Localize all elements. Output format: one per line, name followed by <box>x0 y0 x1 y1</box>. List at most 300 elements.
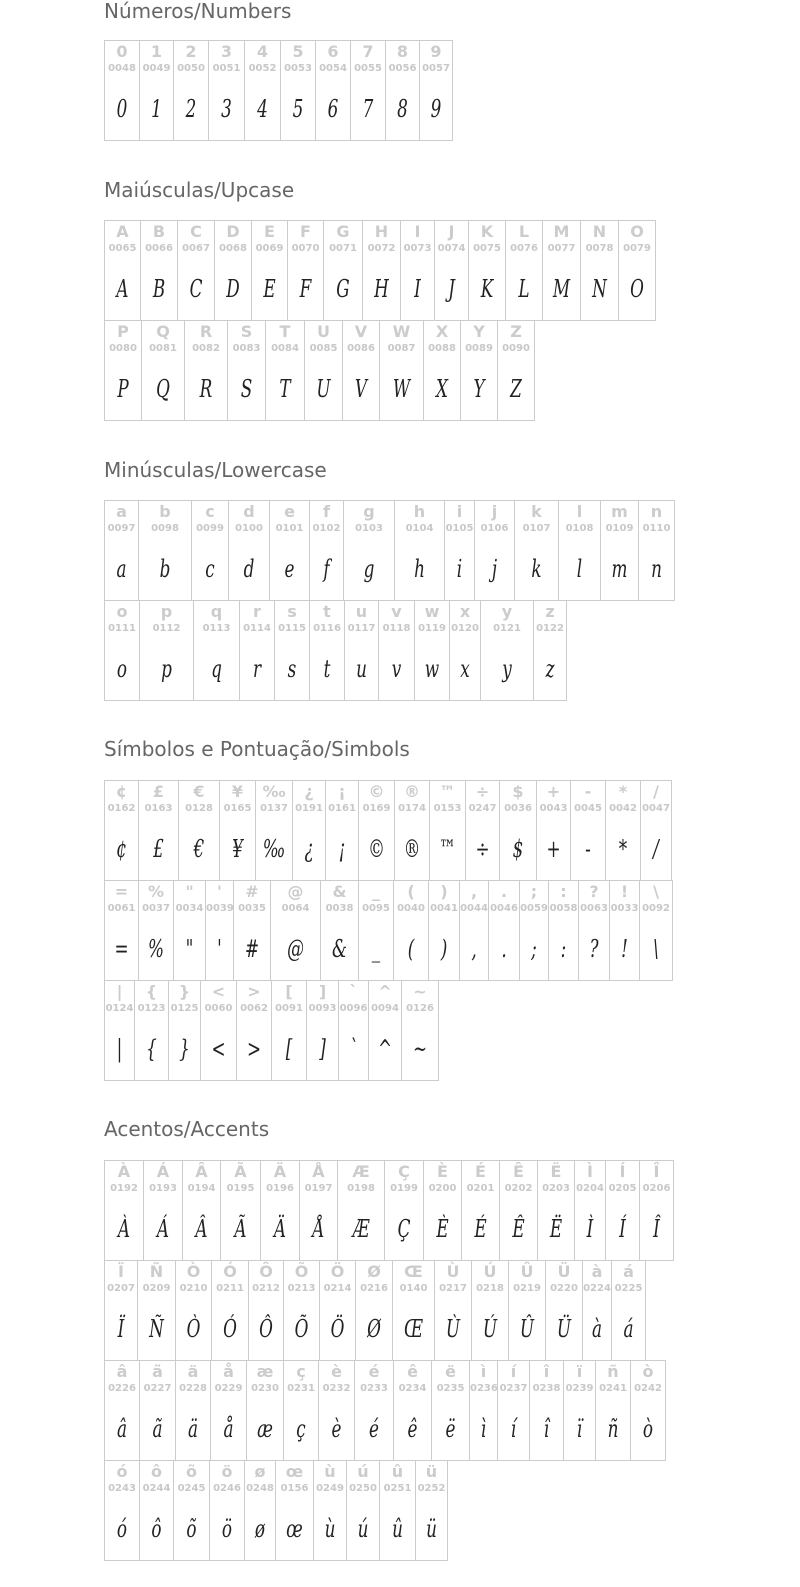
glyph-sample: < <box>211 1035 226 1063</box>
glyph-cell <box>324 221 363 321</box>
glyph-grid-row <box>104 980 439 1081</box>
glyph-character-label: O <box>630 222 644 241</box>
glyph-character-label: u <box>355 602 368 621</box>
glyph-character-label: ! <box>620 882 629 901</box>
glyph-code-label: 0068 <box>219 243 247 254</box>
glyph-sample: G <box>336 275 350 303</box>
glyph-character-label: ã <box>152 1362 163 1381</box>
glyph-character-label: = <box>114 882 129 901</box>
glyph-code-label: 0119 <box>418 623 446 634</box>
glyph-code-label: 0077 <box>547 243 576 254</box>
glyph-sample: ? <box>589 935 599 963</box>
glyph-character-label: W <box>392 322 411 341</box>
glyph-cell <box>579 881 610 981</box>
glyph-character-label: Ä <box>273 1162 287 1181</box>
section-title-accents: Acentos/Accents <box>104 1117 270 1141</box>
glyph-character-label: " <box>185 882 194 901</box>
glyph-code-label: 0140 <box>399 1283 428 1294</box>
glyph-code-label: 0050 <box>177 63 205 74</box>
glyph-cell <box>640 881 673 981</box>
glyph-character-label: Ô <box>259 1262 273 1281</box>
glyph-cell <box>140 1461 174 1561</box>
glyph-code-label: 0104 <box>405 523 434 534</box>
glyph-character-label: # <box>245 882 259 901</box>
glyph-character-label: i <box>456 502 463 521</box>
glyph-character-label: Û <box>520 1262 534 1281</box>
glyph-code-label: 0203 <box>542 1183 570 1194</box>
glyph-sample: € <box>193 835 205 863</box>
glyph-character-label: á <box>623 1262 634 1281</box>
glyph-code-label: 0113 <box>202 623 231 634</box>
glyph-character-label: è <box>331 1362 342 1381</box>
glyph-character-label: X <box>435 322 449 341</box>
glyph-sample: ® <box>403 835 421 863</box>
glyph-character-label: D <box>226 222 240 241</box>
glyph-cell <box>345 601 379 701</box>
glyph-sample: 1 <box>151 95 162 123</box>
glyph-character-label: î <box>543 1362 550 1381</box>
glyph-sample: Ú <box>482 1315 498 1343</box>
glyph-cell <box>445 501 475 601</box>
glyph-code-label: 0123 <box>137 1003 166 1014</box>
glyph-character-label: Ü <box>557 1262 571 1281</box>
glyph-sample: Æ <box>352 1215 370 1243</box>
glyph-code-label: 0071 <box>329 243 357 254</box>
glyph-code-label: 0088 <box>428 343 456 354</box>
glyph-character-label: € <box>193 782 205 801</box>
glyph-character-label: Â <box>195 1162 208 1181</box>
glyph-sample: k <box>531 555 542 583</box>
glyph-code-label: 0091 <box>275 1003 303 1014</box>
glyph-code-label: 0235 <box>436 1383 465 1394</box>
glyph-code-label: 0174 <box>398 803 426 814</box>
glyph-code-label: 0224 <box>583 1283 611 1294</box>
glyph-sample: Ó <box>223 1315 237 1343</box>
glyph-sample: ¥ <box>232 835 243 863</box>
glyph-cell <box>393 1261 435 1361</box>
glyph-character-label: H <box>374 222 389 241</box>
glyph-character-label: R <box>199 322 213 341</box>
glyph-character-label: < <box>211 982 226 1001</box>
glyph-cell <box>435 221 469 321</box>
glyph-character-label: ì <box>480 1362 487 1381</box>
glyph-sample: % <box>148 935 164 963</box>
glyph-sample: R <box>199 375 213 403</box>
glyph-sample: Á <box>156 1215 170 1243</box>
glyph-code-label: 0202 <box>504 1183 533 1194</box>
glyph-cell <box>559 501 601 601</box>
glyph-cell <box>174 1461 210 1561</box>
glyph-character-label: S <box>240 322 253 341</box>
glyph-character-label: È <box>437 1162 448 1181</box>
glyph-character-label: ö <box>221 1462 233 1481</box>
glyph-code-label: 0241 <box>599 1383 627 1394</box>
glyph-code-label: 0210 <box>179 1283 208 1294</box>
glyph-code-label: 0034 <box>175 903 204 914</box>
glyph-character-label: ' <box>217 882 222 901</box>
glyph-character-label: 5 <box>292 42 304 61</box>
glyph-sample: é <box>369 1415 379 1443</box>
glyph-character-label: } <box>178 982 191 1001</box>
glyph-character-label: A <box>116 222 129 241</box>
glyph-sample: Å <box>312 1215 325 1243</box>
glyph-character-label: À <box>117 1162 131 1181</box>
glyph-code-label: 0107 <box>522 523 551 534</box>
glyph-character-label: ò <box>642 1362 654 1381</box>
glyph-character-label: ] <box>318 982 327 1001</box>
glyph-code-label: 0163 <box>144 803 173 814</box>
glyph-cell <box>415 601 450 701</box>
glyph-sample: b <box>159 555 171 583</box>
glyph-character-label: V <box>354 322 368 341</box>
glyph-character-label: £ <box>152 782 165 801</box>
glyph-grid-row <box>104 1260 646 1361</box>
glyph-cell <box>416 1461 448 1561</box>
glyph-cell <box>379 601 415 701</box>
glyph-cell <box>105 41 140 141</box>
glyph-character-label: P <box>117 322 129 341</box>
glyph-code-label: 0060 <box>204 1003 233 1014</box>
glyph-sample: ÷ <box>475 835 490 863</box>
glyph-cell <box>347 1461 380 1561</box>
glyph-code-label: 0249 <box>316 1483 344 1494</box>
glyph-code-label: 0169 <box>362 803 391 814</box>
glyph-character-label: Õ <box>294 1262 309 1281</box>
glyph-cell <box>520 881 549 981</box>
glyph-cell <box>424 1161 462 1261</box>
glyph-sample: ) <box>440 935 448 963</box>
glyph-sample: ¡ <box>338 835 346 863</box>
glyph-character-label: ‰ <box>262 782 286 801</box>
glyph-cell <box>276 1461 314 1561</box>
glyph-code-label: 0120 <box>451 623 479 634</box>
glyph-cell <box>424 321 461 421</box>
glyph-code-label: 0153 <box>433 803 462 814</box>
glyph-code-label: 0124 <box>105 1003 134 1014</box>
glyph-code-label: 0219 <box>513 1283 541 1294</box>
glyph-cell <box>105 1161 144 1261</box>
glyph-cell <box>245 1461 276 1561</box>
section-title-lowercase: Minúsculas/Lowercase <box>104 458 327 482</box>
glyph-sample: ò <box>642 1415 654 1443</box>
glyph-sample: ¿ <box>304 835 314 863</box>
glyph-sample: - <box>585 835 591 863</box>
glyph-sample: ö <box>221 1515 233 1543</box>
glyph-character-label: ~ <box>413 982 427 1001</box>
glyph-character-label: ™ <box>439 782 456 801</box>
glyph-cell <box>140 601 194 701</box>
glyph-code-label: 0080 <box>109 343 137 354</box>
glyph-cell <box>612 1261 646 1361</box>
glyph-character-label: ó <box>116 1462 128 1481</box>
glyph-cell <box>221 1161 261 1261</box>
glyph-code-label: 0052 <box>248 63 277 74</box>
glyph-cell <box>176 1261 212 1361</box>
glyph-sample: B <box>152 275 166 303</box>
glyph-code-label: 0067 <box>182 243 210 254</box>
glyph-cell <box>500 1161 538 1261</box>
glyph-cell <box>460 881 489 981</box>
glyph-code-label: 0226 <box>108 1383 136 1394</box>
glyph-cell <box>234 881 271 981</box>
glyph-sample: Ñ <box>149 1315 164 1343</box>
glyph-cell <box>220 781 256 881</box>
glyph-sample: V <box>354 375 368 403</box>
glyph-sample: C <box>189 275 203 303</box>
glyph-cell <box>601 501 639 601</box>
glyph-sample: ù <box>324 1515 336 1543</box>
glyph-cell <box>261 1161 300 1261</box>
glyph-sample: l <box>576 555 583 583</box>
glyph-sample: 6 <box>327 95 339 123</box>
glyph-character-label: 6 <box>327 42 339 61</box>
glyph-code-label: 0204 <box>576 1183 604 1194</box>
glyph-character-label: Ï <box>118 1262 124 1281</box>
glyph-character-label: Ö <box>330 1262 345 1281</box>
glyph-character-label: ; <box>530 882 538 901</box>
glyph-code-label: 0076 <box>510 243 538 254</box>
glyph-code-label: 0237 <box>499 1383 528 1394</box>
glyph-cell <box>183 1161 221 1261</box>
glyph-code-label: 0197 <box>304 1183 333 1194</box>
glyph-code-label: 0205 <box>608 1183 637 1194</box>
glyph-sample: $ <box>512 835 524 863</box>
glyph-code-label: 0213 <box>287 1283 316 1294</box>
glyph-character-label: Ë <box>550 1162 562 1181</box>
glyph-sample: M <box>552 275 571 303</box>
glyph-cell <box>395 501 445 601</box>
glyph-code-label: 0192 <box>110 1183 138 1194</box>
glyph-sample: \ <box>653 935 659 963</box>
glyph-character-label: Ú <box>483 1262 497 1281</box>
glyph-code-label: 0198 <box>347 1183 375 1194</box>
glyph-code-label: 0110 <box>642 523 671 534</box>
glyph-code-label: 0122 <box>536 623 564 634</box>
glyph-character-label: b <box>159 502 171 521</box>
glyph-cell <box>237 981 272 1081</box>
glyph-cell <box>386 41 420 141</box>
glyph-sample: / <box>653 835 659 863</box>
glyph-character-label: ` <box>349 982 358 1001</box>
glyph-sample: Í <box>619 1215 626 1243</box>
glyph-sample: Ò <box>186 1315 201 1343</box>
glyph-sample: A <box>116 275 129 303</box>
glyph-code-label: 0125 <box>170 1003 199 1014</box>
glyph-code-label: 0246 <box>213 1483 241 1494</box>
glyph-code-label: 0066 <box>145 243 173 254</box>
glyph-sample: ç <box>296 1415 306 1443</box>
glyph-character-label: Z <box>510 322 522 341</box>
glyph-sample: E <box>263 275 276 303</box>
glyph-sample: H <box>374 275 389 303</box>
glyph-character-label: x <box>459 602 471 621</box>
glyph-character-label: 8 <box>396 42 409 61</box>
glyph-code-label: 0220 <box>550 1283 578 1294</box>
glyph-character-label: \ <box>653 882 659 901</box>
glyph-sample: Q <box>156 375 170 403</box>
glyph-sample: S <box>240 375 253 403</box>
glyph-character-label: p <box>160 602 173 621</box>
glyph-cell <box>606 781 641 881</box>
glyph-sample: Ê <box>512 1215 525 1243</box>
glyph-character-label: o <box>116 602 128 621</box>
glyph-cell <box>546 1261 583 1361</box>
glyph-sample: Z <box>510 375 522 403</box>
glyph-cell <box>284 1361 319 1461</box>
glyph-sample: Y <box>473 375 485 403</box>
glyph-character-label: Á <box>156 1162 170 1181</box>
glyph-code-label: 0097 <box>107 523 136 534</box>
glyph-cell <box>571 781 606 881</box>
glyph-sample: i <box>456 555 463 583</box>
glyph-code-label: 0042 <box>609 803 637 814</box>
glyph-sample: z <box>545 655 555 683</box>
glyph-cell <box>355 1361 394 1461</box>
glyph-sample: o <box>116 655 128 683</box>
glyph-cell <box>394 1361 432 1461</box>
glyph-sample: À <box>117 1215 131 1243</box>
glyph-character-label: : <box>560 882 567 901</box>
glyph-character-label: 3 <box>220 42 233 61</box>
glyph-cell <box>564 1361 596 1461</box>
glyph-character-label: õ <box>186 1462 197 1481</box>
section-title-upcase: Maiúsculas/Upcase <box>104 178 295 202</box>
glyph-code-label: 0074 <box>437 243 466 254</box>
glyph-sample: Ö <box>330 1315 345 1343</box>
glyph-code-label: 0035 <box>238 903 266 914</box>
glyph-cell <box>300 1161 338 1261</box>
glyph-sample: Ì <box>586 1215 594 1243</box>
glyph-cell <box>395 781 430 881</box>
glyph-character-label: ô <box>151 1462 162 1481</box>
glyph-code-label: 0061 <box>107 903 136 914</box>
glyph-sample: œ <box>286 1515 303 1543</box>
glyph-code-label: 0229 <box>214 1383 243 1394</box>
glyph-cell <box>178 221 215 321</box>
glyph-sample: © <box>368 835 385 863</box>
glyph-cell <box>549 881 579 981</box>
glyph-cell <box>581 221 619 321</box>
glyph-cell <box>140 41 174 141</box>
glyph-sample: ] <box>319 1035 326 1063</box>
glyph-sample: w <box>424 655 440 683</box>
glyph-character-label: ç <box>296 1362 306 1381</box>
glyph-cell <box>432 1361 470 1461</box>
glyph-sample: ‰ <box>262 835 286 863</box>
glyph-sample: Â <box>195 1215 208 1243</box>
glyph-cell <box>194 601 240 701</box>
glyph-cell <box>228 321 266 421</box>
glyph-sample: 4 <box>257 95 268 123</box>
glyph-code-label: 0227 <box>143 1383 172 1394</box>
glyph-sample: ; <box>531 935 537 963</box>
glyph-sample: É <box>474 1215 487 1243</box>
glyph-code-label: 0045 <box>574 803 602 814</box>
glyph-character-label: ñ <box>607 1362 619 1381</box>
glyph-code-label: 0083 <box>232 343 261 354</box>
glyph-code-label: 0194 <box>187 1183 216 1194</box>
glyph-cell <box>229 501 270 601</box>
glyph-code-label: 0040 <box>397 903 425 914</box>
glyph-code-label: 0191 <box>295 803 323 814</box>
glyph-code-label: 0087 <box>387 343 416 354</box>
glyph-code-label: 0121 <box>493 623 521 634</box>
glyph-sample: ñ <box>607 1415 619 1443</box>
glyph-cell <box>359 781 395 881</box>
glyph-character-label: f <box>323 502 330 521</box>
glyph-code-label: 0252 <box>417 1483 446 1494</box>
glyph-cell <box>105 321 142 421</box>
glyph-cell <box>363 221 401 321</box>
glyph-code-label: 0115 <box>278 623 306 634</box>
glyph-cell <box>466 781 500 881</box>
glyph-grid-row <box>104 1360 666 1461</box>
glyph-cell <box>240 601 275 701</box>
glyph-cell <box>252 221 288 321</box>
glyph-code-label: 0207 <box>107 1283 135 1294</box>
glyph-cell <box>288 221 324 321</box>
glyph-cell <box>140 1361 176 1461</box>
glyph-cell <box>201 981 237 1081</box>
glyph-sample: K <box>480 275 494 303</box>
glyph-code-label: 0098 <box>151 523 179 534</box>
glyph-sample: ú <box>357 1515 369 1543</box>
glyph-sample: v <box>391 655 402 683</box>
glyph-sample: 5 <box>292 95 304 123</box>
glyph-sample: . <box>501 935 507 963</box>
glyph-cell <box>281 41 316 141</box>
glyph-code-label: 0073 <box>403 243 432 254</box>
glyph-cell <box>385 1161 424 1261</box>
glyph-grid-row <box>104 500 675 601</box>
glyph-sample: ™ <box>439 835 456 863</box>
glyph-sample: ô <box>151 1515 162 1543</box>
glyph-character-label: ¥ <box>231 782 244 801</box>
glyph-cell <box>310 501 344 601</box>
glyph-character-label: 2 <box>185 42 197 61</box>
glyph-character-label: Q <box>156 322 170 341</box>
glyph-code-label: 0165 <box>223 803 252 814</box>
glyph-character-label: ¡ <box>338 782 346 801</box>
glyph-character-label: é <box>368 1362 380 1381</box>
glyph-cell <box>139 881 174 981</box>
glyph-cell <box>206 881 234 981</box>
glyph-code-label: 0108 <box>565 523 594 534</box>
glyph-sample: p <box>161 655 172 683</box>
glyph-code-label: 0162 <box>107 803 136 814</box>
glyph-sample: 7 <box>362 95 374 123</box>
glyph-sample: n <box>651 555 662 583</box>
glyph-sample: I <box>414 275 421 303</box>
glyph-sample: P <box>117 375 129 403</box>
glyph-cell <box>430 781 466 881</box>
glyph-sample: f <box>323 555 330 583</box>
glyph-cell <box>105 221 141 321</box>
glyph-character-label: j <box>491 502 498 521</box>
glyph-code-label: 0236 <box>470 1383 498 1394</box>
glyph-code-label: 0058 <box>549 903 578 914</box>
glyph-sample: ä <box>187 1415 199 1443</box>
glyph-sample: È <box>436 1215 449 1243</box>
glyph-sample: Õ <box>294 1315 309 1343</box>
glyph-sample: Ä <box>273 1215 287 1243</box>
glyph-character-label: | <box>116 982 123 1001</box>
glyph-cell <box>606 1161 640 1261</box>
glyph-character-label: g <box>363 502 375 521</box>
glyph-character-label: ú <box>357 1462 369 1481</box>
glyph-character-label: [ <box>285 982 293 1001</box>
glyph-cell <box>209 41 245 141</box>
